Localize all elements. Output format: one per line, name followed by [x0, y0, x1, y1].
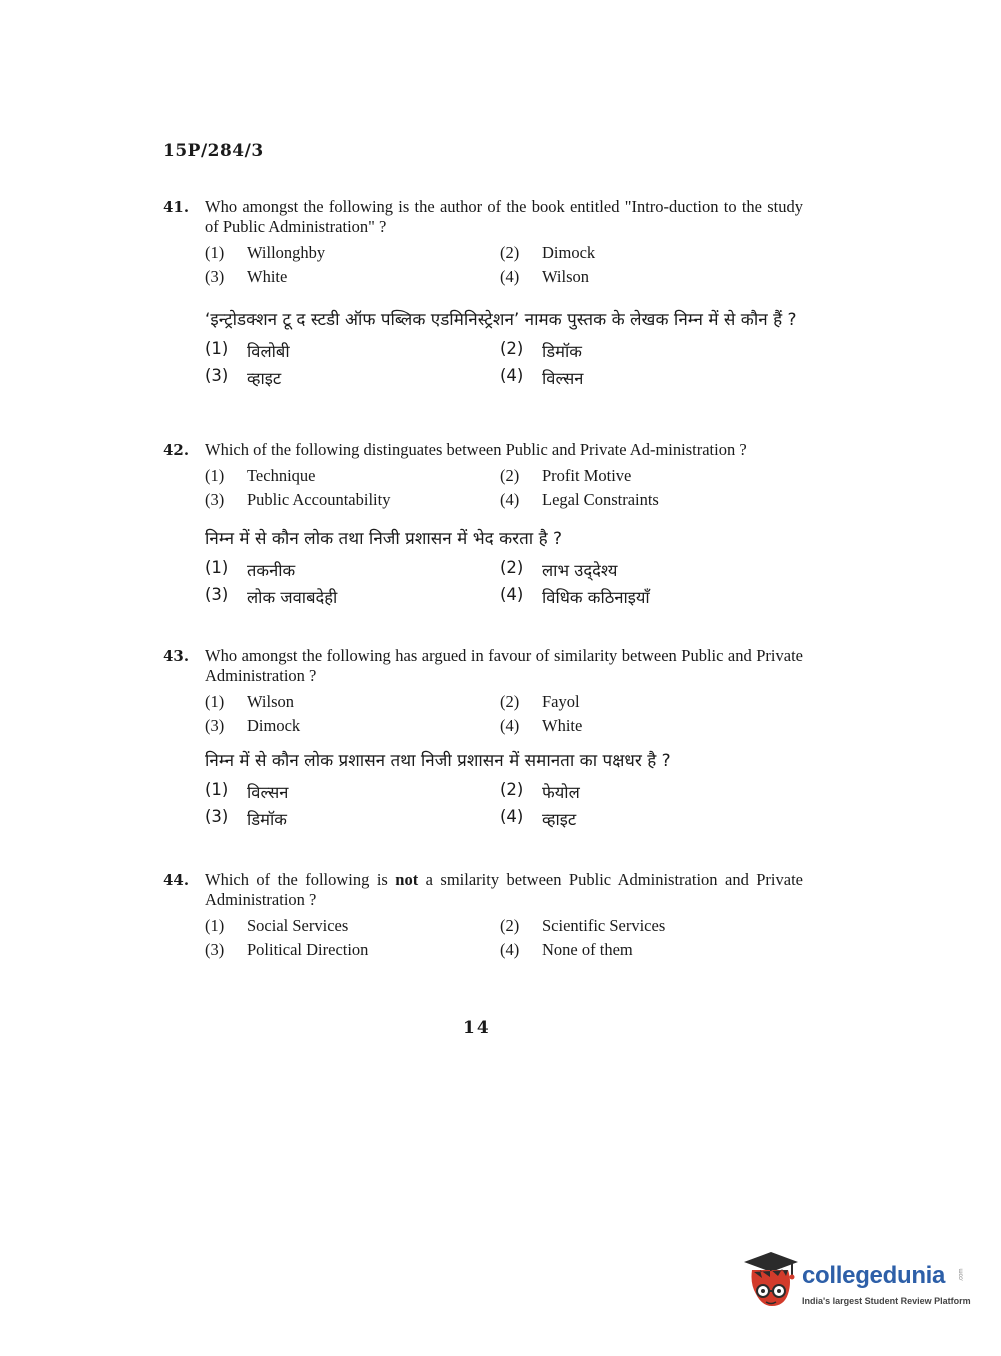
question-text: Who amongst the following is the author of the book entitled "Intro-duction to the study of Public Administration" ?	[205, 197, 803, 236]
question-number: 41.	[163, 198, 190, 216]
option-4: (4) White	[500, 716, 583, 735]
option-4: (4) None of them	[500, 940, 633, 959]
hindi-options-grid	[205, 339, 803, 389]
option-1: (1) Wilson	[205, 692, 295, 711]
question-43	[163, 646, 803, 830]
option-3: (3) Dimock	[205, 716, 301, 735]
hindi-option-4: (4) विधिक कठिनाइयाँ	[500, 585, 650, 607]
hindi-option-3: (3) डिमॉक	[205, 807, 287, 829]
question-41	[163, 197, 803, 389]
collegedunia-watermark	[742, 1250, 972, 1315]
hindi-option-3: (3) लोक जवाबदेही	[205, 585, 338, 607]
question-number: 43.	[163, 647, 190, 665]
hindi-options-grid	[205, 558, 803, 608]
hindi-option-2: (2) डिमॉक	[500, 339, 582, 361]
options-grid	[205, 692, 803, 736]
hindi-options-grid	[205, 780, 803, 830]
option-1: (1) Technique	[205, 466, 316, 485]
paper-code: 15P/284/3	[163, 141, 264, 161]
hindi-question-text: निम्न में से कौन लोक तथा निजी प्रशासन में भेद करता है ?	[205, 529, 563, 549]
option-1: (1) Social Services	[205, 916, 349, 935]
options-grid	[205, 916, 803, 960]
hindi-question-text: ‘इन्ट्रोडक्शन टू द स्टडी ऑफ पब्लिक एडमिनिस्ट्रेशन’ नामक पुस्तक के लेखक निम्न में से कौन हैं ?	[205, 310, 797, 330]
logo-domain-suffix: .com	[958, 1268, 965, 1282]
options-grid	[205, 243, 803, 287]
option-4: (4) Legal Constraints	[500, 490, 659, 509]
question-number: 42.	[163, 441, 190, 459]
option-2: (2) Dimock	[500, 243, 596, 262]
option-2: (2) Scientific Services	[500, 916, 666, 935]
option-3: (3) White	[205, 267, 288, 286]
option-1: (1) Willonghby	[205, 243, 326, 262]
hindi-question-text: निम्न में से कौन लोक प्रशासन तथा निजी प्रशासन में समानता का पक्षधर है ?	[205, 751, 671, 771]
logo-wordmark: collegedunia	[802, 1262, 946, 1289]
hindi-option-2: (2) फेयोल	[500, 780, 580, 802]
hindi-option-1: (1) तकनीक	[205, 558, 296, 580]
option-2: (2) Profit Motive	[500, 466, 632, 485]
option-4: (4) Wilson	[500, 267, 590, 286]
hindi-option-1: (1) विलोबी	[205, 339, 290, 361]
question-42	[163, 440, 803, 608]
question-number: 44.	[163, 871, 190, 889]
question-text: Who amongst the following has argued in favour of similarity between Public and Private Administration ?	[205, 646, 803, 685]
option-2: (2) Fayol	[500, 692, 580, 711]
question-text: Which of the following distinguates between Public and Private Ad-ministration ?	[205, 440, 747, 459]
hindi-option-2: (2) लाभ उद्‌देश्य	[500, 558, 618, 580]
hindi-option-4: (4) विल्सन	[500, 366, 584, 388]
option-3: (3) Political Direction	[205, 940, 369, 959]
hindi-option-1: (1) विल्सन	[205, 780, 289, 802]
logo-tagline: India's largest Student Review Platform	[802, 1296, 971, 1306]
hindi-option-4: (4) व्हाइट	[500, 807, 577, 829]
question-44	[163, 870, 803, 960]
question-text: Which of the following is not a smilarity between Public Administration and Private Administration ?	[205, 870, 803, 909]
student-mascot-icon	[742, 1250, 800, 1312]
options-grid	[205, 466, 803, 510]
emphasis-not: not	[395, 870, 419, 889]
page-number: 14	[463, 1018, 491, 1038]
hindi-option-3: (3) व्हाइट	[205, 366, 282, 388]
option-3: (3) Public Accountability	[205, 490, 391, 509]
